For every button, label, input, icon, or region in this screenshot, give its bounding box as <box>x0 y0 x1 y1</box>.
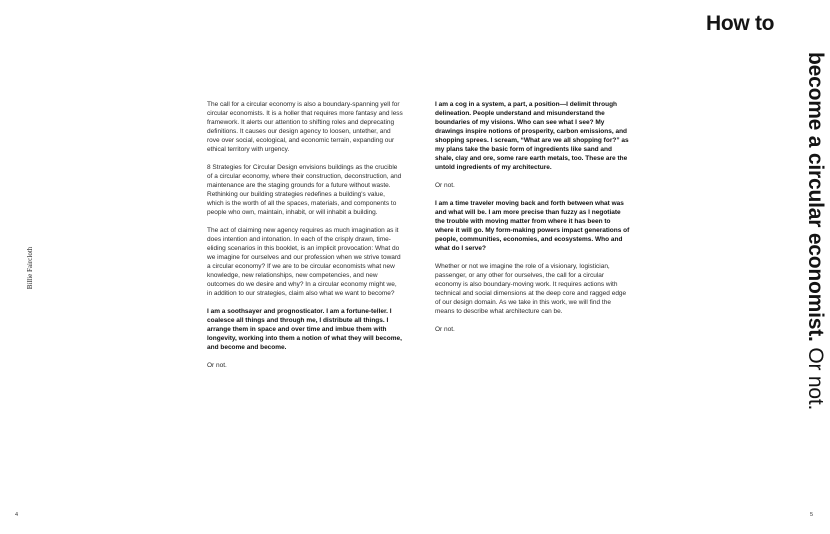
author-name: Billie Faircloth <box>26 246 34 290</box>
page-number-right: 5 <box>810 512 814 518</box>
paragraph-strategies: 8 Strategies for Circular Design envisions buildings as the crucible of a circular economy, where their construction, deconstruction, and maintenance are the staging grounds for a future without waste. Rethinking our building strategies redefines a building's value, which is the worth of all the spaces, materials, and components to people who own, maintain, inhabit, or will inhabit a building. <box>207 164 402 216</box>
paragraph-agency: The act of claiming new agency requires as much imagination as it does intention and intonation. In each of the crisply drawn, time-eliding scenarios in this booklet, is an implicit provocation: What do we imagine for ourselves and our profession when we strive toward a circular economy? If we are to be circular economists what new knowledge, new relationships, new competencies, and new outcomes do we desire and why? In a circular economy might we, in addition to our strategies, claim also what we want to become? <box>207 227 401 297</box>
body-column-right <box>435 100 631 343</box>
paragraph-time-traveler: I am a time traveler moving back and forth between what was and what will be. I am more precise than fuzzy as I negotiate the trouble with moving matter from where it has been to where it will go. My form-making powers impact generations of people, communities, economies, and ecosystems. Who and what do I serve? <box>435 200 630 252</box>
page-title-bold: become a circular economist. <box>804 52 827 342</box>
body-column-left <box>207 100 403 379</box>
paragraph-or-not: Or not. <box>207 362 227 369</box>
page-title-line1: How to <box>706 12 775 35</box>
paragraph-intro: The call for a circular economy is also a boundary-spanning yell for circular economists. It is a holler that requires more fantasy and less framework. It alerts our attention to shifting roles and deprecating definitions. It causes our design agency to loosen, untether, and rove over social, ecological, and economic terrain, expanding our ethical territory with urgency. <box>207 101 403 153</box>
page-title-line2 <box>805 52 826 410</box>
page-title-regular: Or not. <box>804 347 827 411</box>
paragraph-cog: I am a cog in a system, a part, a position—I delimit through delineation. People understand and misunderstand the boundaries of my visions. Who can see what I see? My drawings inspire notions of prosperity, carbon emissions, and shopping sprees. I scream, “What are we all shopping for?” as my plans take the basic form of ingredients like sand and shale, clay and ore, some rare earth metals, too. These are the untold ingredients of my architecture. <box>435 101 629 171</box>
paragraph-or-not: Or not. <box>435 326 455 333</box>
paragraph-or-not: Or not. <box>435 182 455 189</box>
page-number-left: 4 <box>15 512 19 518</box>
paragraph-soothsayer: I am a soothsayer and prognosticator. I am a fortune-teller. I coalesce all things and through me, I distribute all things. I arrange them in space and over time and imbue them with longevity, working into them a notion of what they will become, and become and become. <box>207 308 402 351</box>
paragraph-conclusion: Whether or not we imagine the role of a visionary, logistician, passenger, or any other for ourselves, the call for a circular economy is also boundary-moving work. It requires actions with technical and social dimensions at the deep core and ragged edge of our design domain. As we take in this work, we will find the means to describe what architecture can be. <box>435 263 627 315</box>
